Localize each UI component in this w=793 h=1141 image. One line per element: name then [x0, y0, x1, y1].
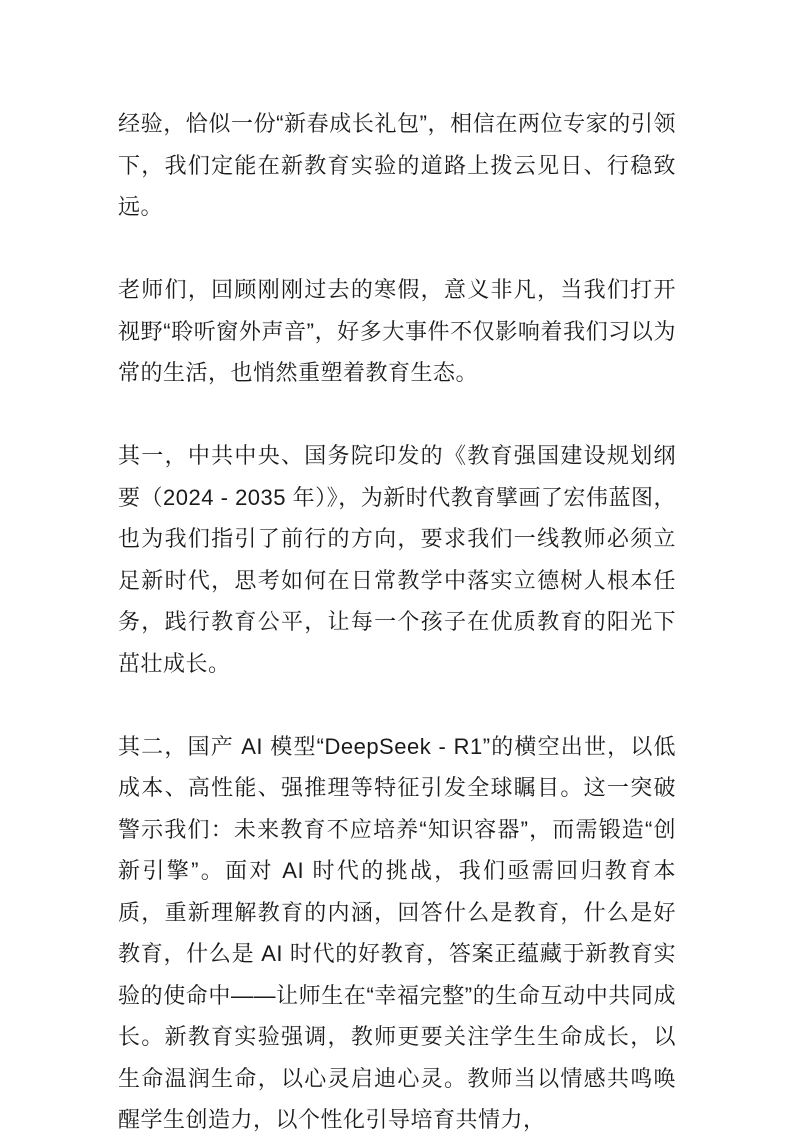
paragraph-3: 其一，中共中央、国务院印发的《教育强国建设规划纲要（2024 - 2035 年）》，为新时代教育擘画了宏伟蓝图，也为我们指引了前行的方向，要求我们一线教师必须立足新时代，思考如何在日常教学中落实立德树人根本任务，践行教育公平，让每一个孩子在优质教育的阳光下茁壮成长。	[118, 443, 676, 676]
paragraph-1: 经验，恰似一份“新春成长礼包”，相信在两位专家的引领下，我们定能在新教育实验的道路上拨云见日、行稳致远。	[118, 111, 676, 219]
paragraph-2: 老师们，回顾刚刚过去的寒假，意义非凡，当我们打开视野“聆听窗外声音”，好多大事件不仅影响着我们习以为常的生活，也悄然重塑着教育生态。	[118, 277, 676, 385]
paragraph-4: 其二，国产 AI 模型“DeepSeek - R1”的横空出世，以低成本、高性能、强推理等特征引发全球瞩目。这一突破警示我们：未来教育不应培养“知识容器”，而需锻造“创新引擎”。面对 AI 时代的挑战，我们亟需回归教育本质，重新理解教育的内涵，回答什么是教育，什么是好教育，什么是 AI 时代的好教育，答案正蕴藏于新教育实验的使命中——让师生在“幸福完整”的生命互动中共同成长。新教育实验强调，教师更要关注学生生命成长，以生命温润生命，以心灵启迪心灵。教师当以情感共鸣唤醒学生创造力，以个性化引导培育共情力，	[118, 733, 676, 1132]
document-body	[118, 103, 676, 1141]
